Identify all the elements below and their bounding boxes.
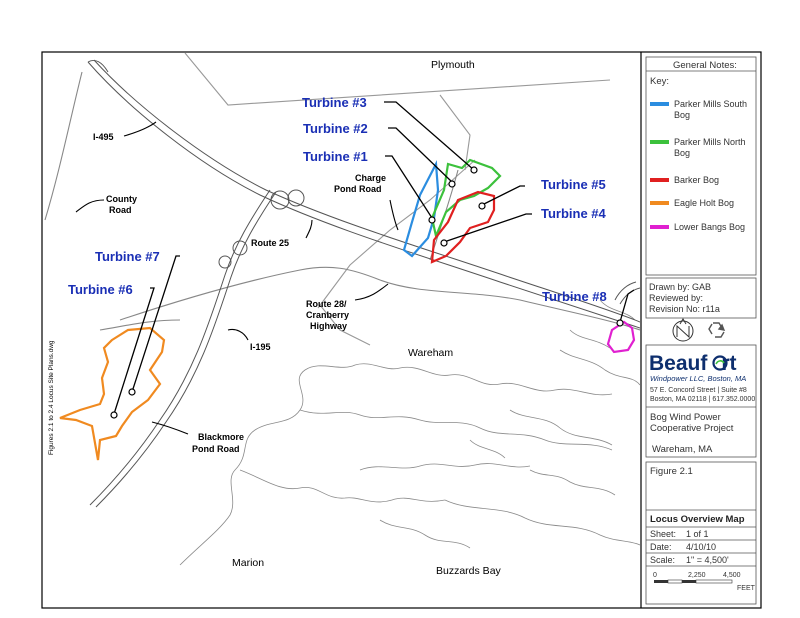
road-route28-3: Highway <box>310 321 348 331</box>
road-charge-pond-1: Charge <box>355 173 387 183</box>
legend-label-parker-south-1: Parker Mills South <box>674 99 748 109</box>
road-charge-pond-2: Pond Road <box>334 184 382 194</box>
place-wareham: Wareham <box>408 347 454 359</box>
turbine-1-label: Turbine #1 <box>303 149 368 164</box>
legend-label-parker-north-2: Bog <box>674 148 691 158</box>
road-route25: Route 25 <box>251 238 290 248</box>
turbine-4-marker <box>441 240 447 246</box>
revision-number: Revision No: r11a <box>649 304 720 314</box>
project-name-1: Bog Wind Power <box>650 412 721 423</box>
company-logo: Beauf rt <box>649 352 737 375</box>
turbine-2-label: Turbine #2 <box>303 121 368 136</box>
company-tagline: Windpower LLC, Boston, MA <box>650 374 747 383</box>
legend-label-eagle-holt: Eagle Holt Bog <box>674 198 735 208</box>
turbine-7-marker <box>129 389 135 395</box>
road-route28-1: Route 28/ <box>306 299 347 309</box>
turbine-3-marker <box>471 167 477 173</box>
turbine-1-marker <box>429 217 435 223</box>
place-plymouth: Plymouth <box>431 59 475 71</box>
scale-label: Scale: <box>650 555 676 565</box>
turbine-8-marker <box>617 320 623 326</box>
recycle-icon <box>709 323 724 337</box>
scale-tick-0: 0 <box>653 572 657 579</box>
road-labels <box>93 132 386 454</box>
road-label-arrows <box>76 122 398 434</box>
road-blackmore-1: Blackmore <box>198 432 245 442</box>
bog-parker-mills-north <box>432 160 500 236</box>
scale-value: 1" = 4,500' <box>686 555 729 565</box>
date-value: 4/10/10 <box>686 542 717 552</box>
turbine-2-marker <box>449 181 455 187</box>
place-marion: Marion <box>232 557 265 569</box>
road-i495: I-495 <box>93 132 114 142</box>
turbine-5-label: Turbine #5 <box>541 177 606 192</box>
figure-number: Figure 2.1 <box>650 466 693 477</box>
turbine-4-label: Turbine #4 <box>541 206 606 221</box>
turbine-3-label: Turbine #3 <box>302 95 367 110</box>
turbine-6-marker <box>111 412 117 418</box>
legend-label-parker-north-1: Parker Mills North <box>674 137 746 147</box>
legend-swatches <box>650 104 669 227</box>
scale-tick-1: 2,250 <box>688 572 706 579</box>
turbine-8-label: Turbine #8 <box>542 289 607 304</box>
scale-unit: FEET <box>737 585 755 592</box>
drawing-file-caption: Figures 2.1 to 2.4 Locus Site Plans.dwg <box>48 340 55 455</box>
drawn-by: Drawn by: GAB <box>649 282 712 292</box>
road-route28-2: Cranberry <box>306 310 350 320</box>
place-buzzards-bay: Buzzards Bay <box>436 565 501 577</box>
turbine-7-label: Turbine #7 <box>95 249 160 264</box>
road-county-road-2: Road <box>109 205 132 215</box>
general-notes-heading: General Notes: <box>673 60 737 71</box>
road-blackmore-2: Pond Road <box>192 444 240 454</box>
project-name-2: Cooperative Project <box>650 423 734 434</box>
drawing-info <box>649 282 720 314</box>
road-county-road-1: County <box>106 194 137 204</box>
turbine-5-marker <box>479 203 485 209</box>
key-label: Key: <box>650 76 670 87</box>
turbine-6-label: Turbine #6 <box>68 282 133 297</box>
company-address-1: 57 E. Concord Street | Suite #8 <box>650 387 747 394</box>
project-location: Wareham, MA <box>652 444 713 455</box>
legend-labels <box>674 99 747 232</box>
legend-label-barker: Barker Bog <box>674 175 720 185</box>
figure-metadata <box>650 529 729 565</box>
reviewed-by: Reviewed by: <box>649 293 704 303</box>
coastline <box>180 300 640 565</box>
scale-tick-2: 4,500 <box>723 572 741 579</box>
figure-title: Locus Overview Map <box>650 514 745 525</box>
scale-bar <box>653 572 756 592</box>
legend-label-lower-bangs: Lower Bangs Bog <box>674 222 746 232</box>
company-address-2: Boston, MA 02118 | 617.352.0000 <box>650 396 756 403</box>
north-arrow-icon <box>673 319 693 341</box>
road-i195: I-195 <box>250 342 271 352</box>
date-label: Date: <box>650 542 672 552</box>
sheet-value: 1 of 1 <box>686 529 709 539</box>
turbine-leaders <box>114 102 634 414</box>
legend-label-parker-south-2: Bog <box>674 110 691 120</box>
bog-eagle-holt <box>60 328 164 460</box>
bog-lower-bangs <box>608 322 634 352</box>
sheet-label: Sheet: <box>650 529 677 539</box>
